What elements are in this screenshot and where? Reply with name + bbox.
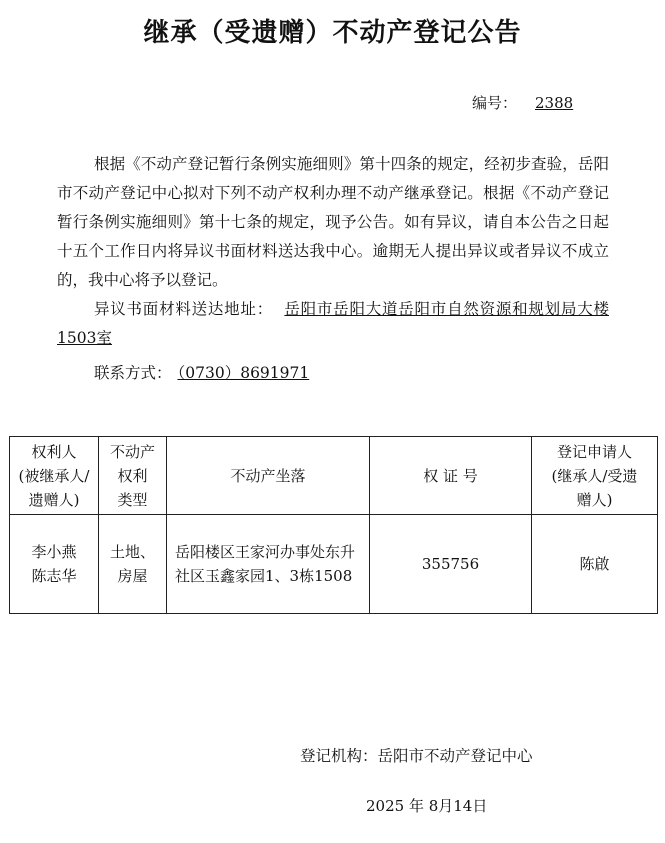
objection-address-value: 岳阳市岳阳大道岳阳市自然资源和规划局大楼1503室 [57,300,609,347]
page-title: 继承（受遗赠）不动产登记公告 [143,18,522,48]
row-type: 土地、 房屋 [99,515,167,614]
row-holder: 李小燕 陈志华 [10,515,99,614]
property-table [9,436,658,614]
table-row [10,515,658,614]
contact-info [57,359,609,388]
notice-number-label: 编号： [472,94,518,112]
row-location: 岳阳楼区王家河办事处东升社区玉鑫家园1、3栋1508 [167,515,370,614]
registration-org [300,744,533,766]
notice-number [472,92,573,113]
row-cert: 355756 [370,515,532,614]
header-type: 不动产 权利 类型 [99,437,167,515]
notice-body [57,150,609,388]
table-header-row [10,437,658,515]
org-label: 登记机构： [300,747,378,765]
header-holder: 权利人 (被继承人/ 遗赠人) [10,437,99,515]
header-cert: 权 证 号 [370,437,532,515]
contact-value: （0730）8691971 [177,364,310,382]
objection-address-label: 异议书面材料送达地址： [94,300,273,318]
notice-number-value: 2388 [535,94,574,112]
header-applicant: 登记申请人 (继承人/受遗 赠人) [532,437,658,515]
org-value: 岳阳市不动产登记中心 [377,747,533,765]
notice-paragraph: 根据《不动产登记暂行条例实施细则》第十四条的规定，经初步查验，岳阳市不动产登记中心拟对下列不动产权利办理不动产继承登记。根据《不动产登记暂行条例实施细则》第十七条的规定，现予公告。如有异议，请自本公告之日起十五个工作日内将异议书面材料送达我中心。逾期无人提出异议或者异议不成立的，我中心将予以登记。 [57,155,609,289]
row-applicant: 陈啟 [532,515,658,614]
notice-date: 2025 年 8月14日 [366,797,488,815]
header-location: 不动产坐落 [167,437,370,515]
objection-address [57,295,609,353]
contact-label: 联系方式： [94,364,172,382]
